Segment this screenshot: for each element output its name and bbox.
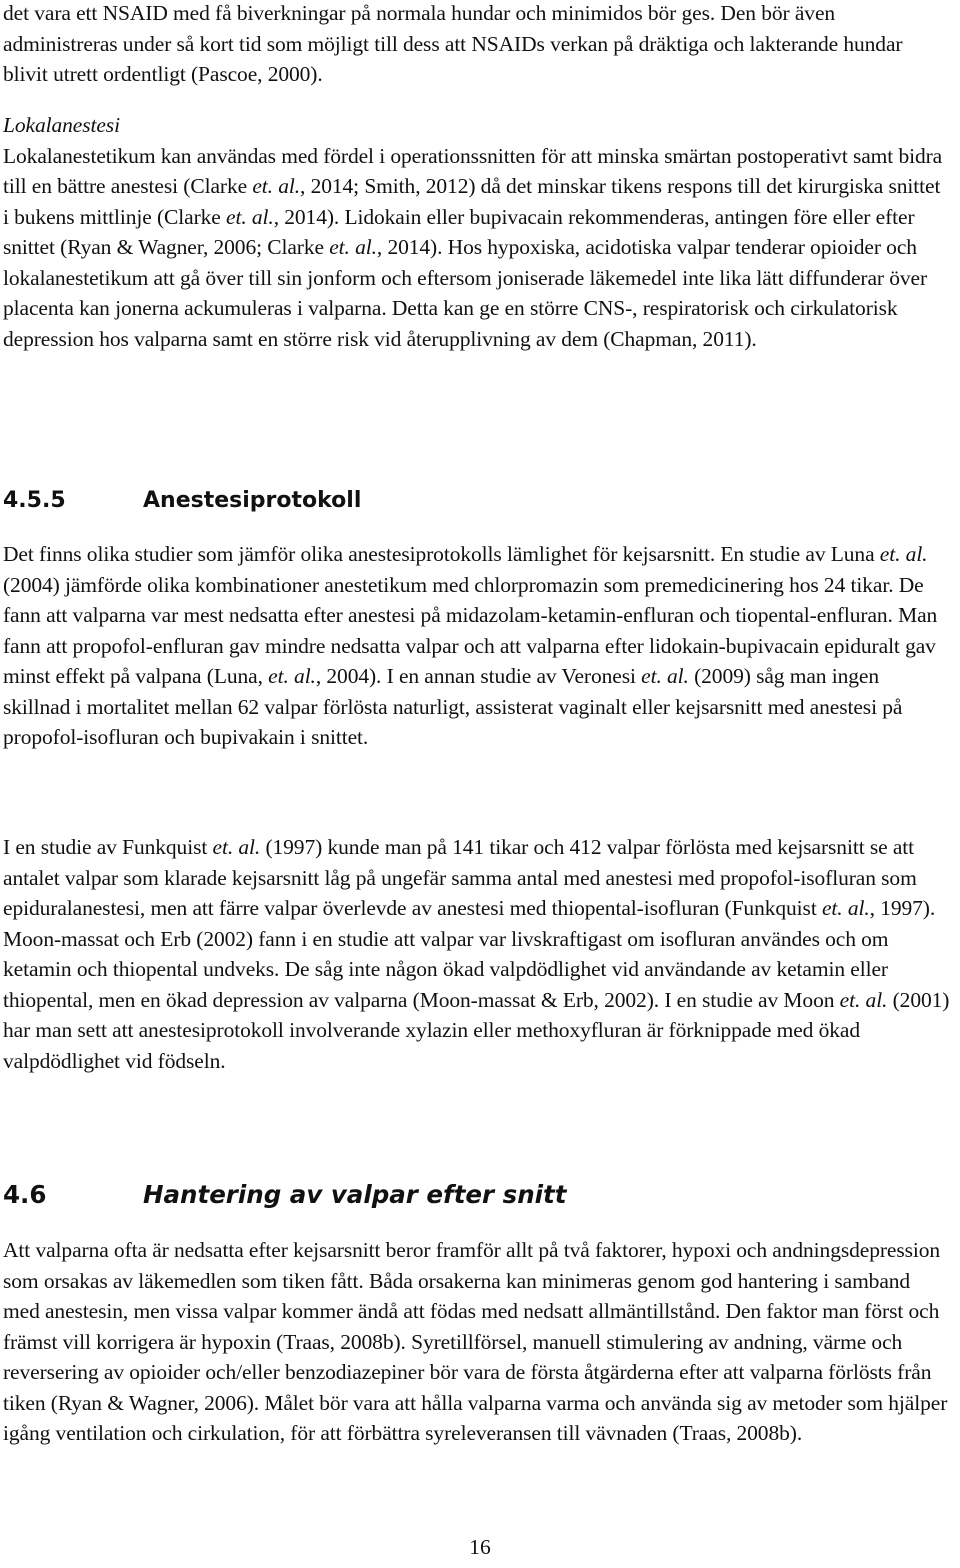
hantering-paragraph: Att valparna ofta är nedsatta efter kejsarsnitt beror framför allt på två faktorer, hypoxi och andningsdepression som orsakas av läkemedlen som tiken fått. Båda orsakerna kan minimeras genom god hantering i samband med anestesin, men vissa valpar kommer ändå att födas med nedsatt allmäntillstånd. Den faktor man först och främst vill korrigera är hypoxin (Traas, 2008b). Syretillförsel, manuell stimulering av andning, värme och reversering av opioider och/eller benzodiazepiner bör vara de första åtgärderna efter att valparna förlösts från tiken (Ryan & Wagner, 2006). Målet bör vara att hålla valparna varma och använda sig av metoder som hjälper igång ventilation och cirkulation, för att förbättra syreleveransen till vävnaden (Traas, 2008b). [3,1238,948,1445]
section-heading-4-5-5 [3,486,951,516]
anestesiprotokoll-paragraph-1: Det finns olika studier som jämför olika anestesiprotokolls lämlighet för kejsarsnitt. En studie av Luna et. al. (2004) jämförde olika kombinationer anestetikum med chlorpromazin som premedicinering hos 24 tikar. De fann att valparna var mest nedsatta efter anestesi på midazolam-ketamin-enfluran och tiopental-enfluran. Man fann att propofol-enfluran gav mindre nedsatta valpar och att valparna efter lidokain-bupivacain epiduralt gav minst effekt på valpana (Luna, et. al., 2004). I en annan studie av Veronesi et. al. (2009) såg man ingen skillnad i mortalitet mellan 62 valpar förlösta naturligt, assisterat vaginalt eller kejsarsnitt med anestesi på propofol-isofluran och bupivakain i snittet. [3,542,938,749]
anestesiprotokoll-paragraph-2: I en studie av Funkquist et. al. (1997) kunde man på 141 tikar och 412 valpar förlösta med kejsarsnitt se att antalet valpar som klarade kejsarsnitt låg på ungefär samma antal med anestesi med propofol-isofluran som epiduralanestesi, men att färre valpar överlevde av anestesi med thiopental-isofluran (Funkquist et. al., 1997). Moon-massat och Erb (2002) fann i en studie att valpar var livskraftigast om isofluran användes och om ketamin och thiopental undveks. De såg inte någon ökad valpdödlighet vid användande av ketamin eller thiopental, men en ökad depression av valparna (Moon-massat & Erb, 2002). I en studie av Moon et. al. (2001) har man sett att anestesiprotokoll involverande xylazin eller methoxyfluran är förknippade med ökad valpdödlighet vid födseln. [3,835,950,1073]
section-number: 4.6 [3,1180,47,1209]
section-title: Anestesiprotokoll [143,488,362,513]
subheading-lokalanestesi: Lokalanestesi [3,113,120,137]
lokalanestesi-paragraph: Lokalanestetikum kan användas med fördel i operationssnitten för att minska smärtan postoperativt samt bidra till en bättre anestesi (Clarke et. al., 2014; Smith, 2012) då det minskar tikens respons till det kirurgiska snittet i bukens mittlinje (Clarke et. al., 2014). Lidokain eller bupivacain rekommenderas, antingen före eller efter snittet (Ryan & Wagner, 2006; Clarke et. al., 2014). Hos hypoxiska, acidotiska valpar tenderar opioider och lokalanestetikum att gå över till sin jonform och eftersom joniserade läkemedel inte lika lätt diffunderar över placenta kan jonerna ackumuleras i valparna. Detta kan ge en större CNS-, respiratorisk och cirkulatorisk depression hos valparna samt en större risk vid återupplivning av dem (Chapman, 2011). [3,143,943,351]
section-heading-4-6 [3,1178,951,1212]
section-title: Hantering av valpar efter snitt [143,1180,567,1209]
intro-paragraph: det vara ett NSAID med få biverkningar på normala hundar och minimidos bör ges. Den bör även administreras under så kort tid som möjligt till dess att NSAIDs verkan på dräktiga och lakterande hundar blivit utrett ordentligt (Pascoe, 2000). [3,1,903,86]
page-number: 16 [469,1535,491,1559]
section-number: 4.5.5 [3,488,66,513]
